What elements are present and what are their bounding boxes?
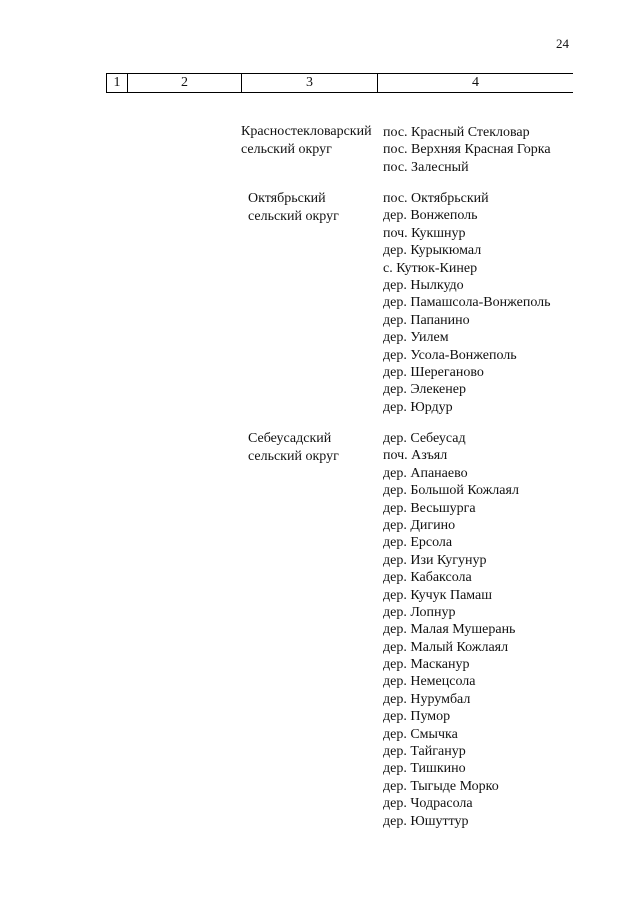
settlement-item: пос. Залесный <box>383 159 469 175</box>
settlement-item: поч. Кукшнур <box>383 225 466 241</box>
settlement-item: дер. Вонжеполь <box>383 208 478 224</box>
settlement-item: дер. Юрдур <box>383 399 453 415</box>
settlement-item: дер. Себеусад <box>383 431 466 446</box>
settlement-item: дер. Кабаксола <box>383 570 472 586</box>
settlement-item: дер. Тайганур <box>383 744 466 760</box>
settlement-list <box>383 124 551 176</box>
settlement-item: пос. Верхняя Красная Горка <box>383 142 551 158</box>
settlement-item: дер. Смычка <box>383 726 458 742</box>
district-line: сельский округ <box>241 141 332 157</box>
district-name <box>241 123 372 158</box>
district-name <box>248 190 339 225</box>
settlement-item: дер. Нурумбал <box>383 691 471 707</box>
settlement-item: дер. Чодрасола <box>383 796 473 812</box>
settlement-item: дер. Кучук Памаш <box>383 587 493 603</box>
settlement-list <box>383 190 551 416</box>
district-line: сельский округ <box>248 208 339 224</box>
district-line: сельский округ <box>248 448 339 464</box>
settlement-item: дер. Курыкюмал <box>383 243 482 259</box>
settlement-item: дер. Памашсола-Вонжеполь <box>383 295 551 311</box>
settlement-item: дер. Ерсола <box>383 535 453 551</box>
settlement-item: дер. Уилем <box>383 330 449 346</box>
settlement-item: пос. Красный Стекловар <box>383 125 530 140</box>
settlement-item: дер. Малая Мушерань <box>383 622 516 638</box>
settlement-item: дер. Масканур <box>383 657 470 673</box>
settlement-item: поч. Азъял <box>383 448 448 464</box>
settlement-item: дер. Папанино <box>383 312 470 328</box>
page-number: 24 <box>556 36 569 51</box>
district-line: Себеусадский <box>248 431 332 446</box>
table-header-row <box>106 73 573 93</box>
settlement-item: пос. Октябрьский <box>383 191 489 206</box>
settlement-item: дер. Тишкино <box>383 761 466 777</box>
settlement-item: дер. Большой Кожлаял <box>383 483 519 499</box>
settlement-item: дер. Юшуттур <box>383 813 469 829</box>
column-number-3: 3 <box>241 74 377 92</box>
settlement-item: дер. Изи Кугунур <box>383 552 487 568</box>
settlement-list <box>383 430 519 830</box>
settlement-item: дер. Тыгыде Морко <box>383 778 499 794</box>
district-line: Красностекловарский <box>241 124 372 139</box>
settlement-item: дер. Весьшурга <box>383 500 476 516</box>
settlement-item: дер. Усола-Вонжеполь <box>383 347 517 363</box>
district-name <box>248 430 339 465</box>
settlement-item: дер. Апанаево <box>383 465 468 481</box>
settlement-item: дер. Элекенер <box>383 382 466 398</box>
settlement-item: дер. Шереганово <box>383 364 484 380</box>
column-number-1: 1 <box>106 74 127 92</box>
column-number-4: 4 <box>377 74 573 92</box>
settlement-item: дер. Дигино <box>383 517 456 533</box>
column-number-2: 2 <box>127 74 241 92</box>
settlement-item: дер. Пумор <box>383 709 451 725</box>
settlement-item: с. Кутюк-Кинер <box>383 260 478 276</box>
settlement-item: дер. Нылкудо <box>383 277 464 293</box>
settlement-item: дер. Малый Кожлаял <box>383 639 509 655</box>
settlement-item: дер. Немецсола <box>383 674 476 690</box>
district-line: Октябрьский <box>248 191 326 206</box>
settlement-item: дер. Лопнур <box>383 604 456 620</box>
